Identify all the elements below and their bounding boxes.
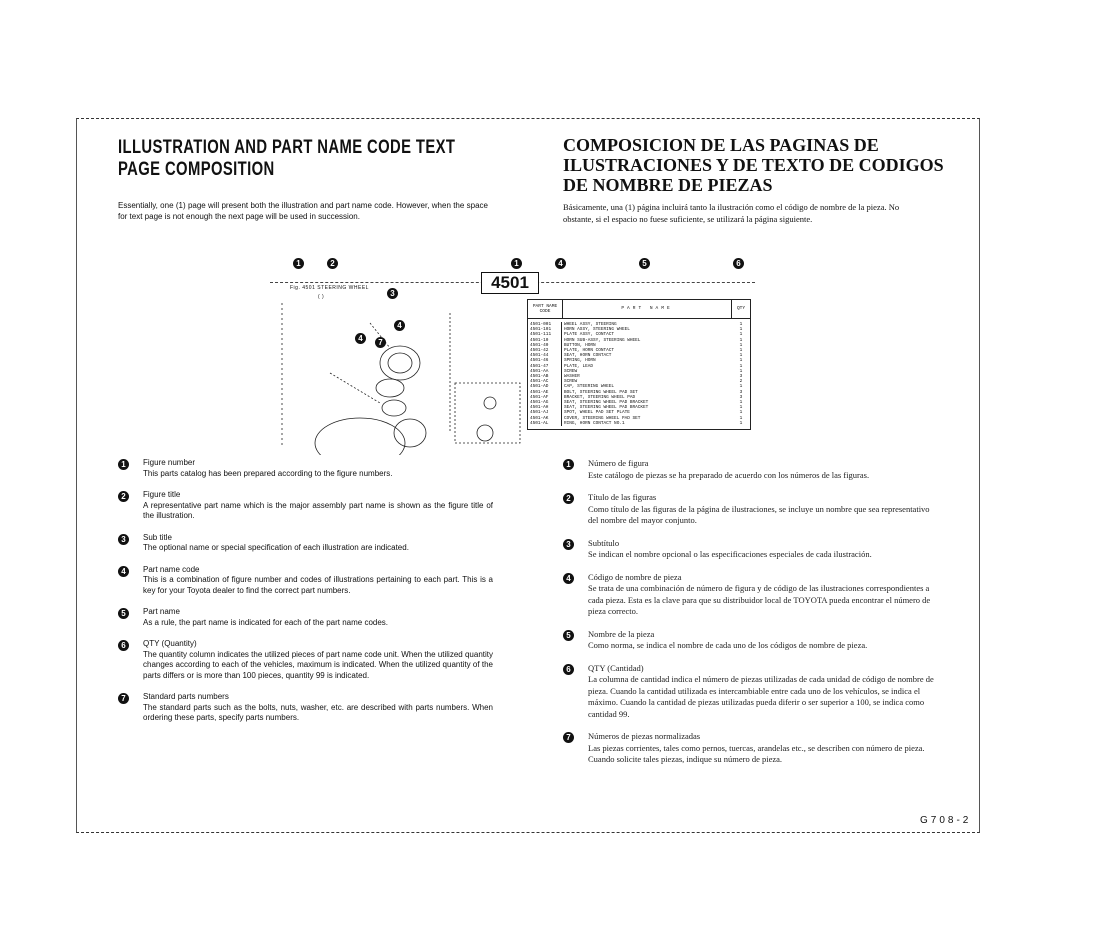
- part-code: 4501-10: [528, 338, 562, 343]
- part-name: PLATE ASSY, CONTACT: [564, 332, 615, 338]
- part-qty: 1: [739, 420, 743, 426]
- part-name: SCREW: [564, 368, 578, 374]
- part-name: SPOT, WHEEL PAD SET PLATE: [564, 410, 630, 416]
- part-code: 4501-AE: [528, 390, 562, 395]
- legend-body: Se trata de una combinación de número de figura y de código de las ilustraciones correspondientes a cada pieza. Esta es la clave para que su distribuidor local de TOYOTA pueda encontrar el número de pieza correcto.: [588, 583, 931, 616]
- part-name: SEAT, HORN CONTACT: [564, 353, 612, 359]
- part-qty: 1: [739, 410, 743, 416]
- part-name: SEAT, STEERING WHEEL PAD BRACKET: [564, 400, 649, 406]
- number-marker-icon: 4: [118, 566, 129, 577]
- legend-body: The quantity column indicates the utilized pieces of part name code unit. When the utilized quantity changes according to each of the vehicles, maximum is indicated. When the utilized quantity of the parts differs or is more than 100 pieces, quantity 99 is indicated.: [143, 649, 493, 680]
- parts-table: [527, 299, 751, 430]
- callout-4-icon: 4: [555, 258, 566, 269]
- header-part-name: PART NAME: [621, 306, 673, 312]
- part-qty: 1: [739, 363, 743, 369]
- legend-item: [563, 458, 938, 481]
- legend-body: This parts catalog has been prepared according to the figure numbers.: [143, 468, 393, 478]
- legend-item: [118, 692, 493, 724]
- part-code: 4501-40: [528, 343, 562, 348]
- legend-heading: Números de piezas normalizadas: [588, 731, 701, 741]
- callout-6-icon: 6: [733, 258, 744, 269]
- part-code: 4501-AL: [528, 421, 562, 426]
- part-code: 4501-44: [528, 353, 562, 358]
- page-number: G708-2: [920, 815, 972, 826]
- part-code: 4501-AF: [528, 395, 562, 400]
- legend-body: Este catálogo de piezas se ha preparado de acuerdo con los números de las figuras.: [588, 469, 870, 480]
- part-qty: 1: [739, 353, 743, 359]
- part-name: SEAT, STEERING WHEEL PAD BRACKET: [564, 405, 649, 411]
- part-code: 4501-AD: [528, 384, 562, 389]
- part-code: 4501-111: [528, 332, 562, 337]
- figure-title-sample: Fig. 4501 STEERING WHEEL: [290, 285, 369, 291]
- part-qty: 1: [739, 332, 743, 338]
- legend-heading: Código de nombre de pieza: [588, 571, 682, 582]
- legend-item: [563, 731, 938, 766]
- part-qty: 3: [739, 389, 743, 395]
- part-code: 4501-AK: [528, 416, 562, 421]
- legend-heading: Part name: [143, 607, 180, 616]
- legend-item: [563, 538, 938, 561]
- part-qty: 3: [739, 394, 743, 400]
- part-name: CAP, STEERING WHEEL: [564, 384, 615, 390]
- part-code: 4501-42: [528, 348, 562, 353]
- part-qty: 1: [739, 368, 743, 374]
- legend-heading: Figure title: [143, 490, 181, 499]
- legend-heading: QTY (Cantidad): [588, 662, 644, 673]
- number-marker-icon: 5: [563, 630, 574, 641]
- callout-4-icon: 4: [355, 333, 366, 344]
- number-marker-icon: 5: [118, 608, 129, 619]
- part-qty: 3: [739, 374, 743, 380]
- legend-item: [563, 572, 938, 618]
- part-name: BOLT, STEERING WHEEL PAD SET: [564, 389, 638, 395]
- part-qty: 1: [739, 337, 743, 343]
- header-part-name-code: PART NAME CODE: [528, 300, 563, 318]
- number-marker-icon: 2: [118, 491, 129, 502]
- part-code: 4501-AJ: [528, 410, 562, 415]
- number-marker-icon: 4: [563, 573, 574, 584]
- part-name: PLATE, HORN CONTACT: [564, 348, 615, 354]
- part-name: PLATE, LEAD: [564, 363, 593, 369]
- parts-table-header: [528, 300, 750, 319]
- callout-7-icon: 7: [375, 337, 386, 348]
- part-name: WHEEL ASSY, STEERING: [564, 322, 617, 327]
- part-qty: 1: [739, 322, 743, 327]
- legend-item: [118, 607, 493, 628]
- english-intro: Essentially, one (1) page will present both the illustration and part name code. However, when the space for text page is not enough the next page will be used in succession.: [118, 201, 488, 221]
- number-marker-icon: 6: [118, 640, 129, 651]
- legend-item: [563, 629, 938, 652]
- number-marker-icon: 2: [563, 493, 574, 504]
- callout-5-icon: 5: [639, 258, 650, 269]
- legend-body: A representative part name which is the major assembly part name is shown as the figure title of the illustration.: [143, 500, 493, 520]
- english-title: ILLUSTRATION AND PART NAME CODE TEXT PAGE COMPOSITION: [118, 137, 456, 180]
- english-legend: [118, 458, 493, 735]
- part-qty: 1: [739, 342, 743, 348]
- number-marker-icon: 3: [118, 534, 129, 545]
- legend-body: As a rule, the part name is indicated for each of the part name codes.: [143, 617, 389, 627]
- part-code: 4501-47: [528, 364, 562, 369]
- spanish-title: COMPOSICION DE LAS PAGINAS DE ILUSTRACIONES Y DE TEXTO DE CODIGOS DE NOMBRE DE PIEZAS: [563, 135, 944, 195]
- subtitle-brackets: ( ): [318, 294, 325, 300]
- spanish-legend: [563, 458, 938, 777]
- legend-item: [563, 663, 938, 721]
- part-name: BUTTON, HORN: [564, 342, 596, 348]
- part-qty: 1: [739, 384, 743, 390]
- number-marker-icon: 7: [563, 732, 574, 743]
- callout-4-icon: 4: [394, 320, 405, 331]
- part-name: WASHER: [564, 374, 580, 380]
- callout-2-icon: 2: [327, 258, 338, 269]
- legend-item: [118, 490, 493, 522]
- part-code: 4501-AH: [528, 405, 562, 410]
- legend-body: The optional name or special specification of each illustration are indicated.: [143, 543, 409, 552]
- part-code: 4501-AC: [528, 379, 562, 384]
- legend-heading: Sub title: [143, 532, 172, 542]
- part-name: SPRING, HORN: [564, 358, 596, 364]
- legend-item: [118, 565, 493, 597]
- part-qty: 1: [739, 327, 743, 333]
- number-marker-icon: 3: [563, 539, 574, 550]
- legend-body: Como título de las figuras de la página de ilustraciones, se incluye un nombre que sea representativo del nombre del mayor conjunto.: [588, 503, 930, 525]
- legend-heading: Standard parts numbers: [143, 692, 229, 701]
- number-marker-icon: 1: [563, 459, 574, 470]
- legend-body: Se indican el nombre opcional o las especificaciones especiales de cada ilustración.: [588, 549, 872, 559]
- number-marker-icon: 1: [118, 459, 129, 470]
- part-name: SCREW: [564, 379, 578, 385]
- part-qty: 1: [739, 415, 743, 421]
- legend-heading: Part name code: [143, 564, 200, 574]
- number-marker-icon: 6: [563, 664, 574, 675]
- legend-item: [118, 639, 493, 681]
- part-name: HORN ASSY, STEERING WHEEL: [564, 327, 630, 333]
- header-qty: QTY: [731, 300, 750, 318]
- part-name: COVER, STEERING WHEEL PAD SET: [564, 415, 641, 421]
- part-qty: 1: [739, 405, 743, 411]
- part-code: 4501-AG: [528, 400, 562, 405]
- legend-heading: QTY (Quantity): [143, 639, 197, 648]
- legend-item: [118, 458, 493, 479]
- legend-body: Como norma, se indica el nombre de cada uno de los códigos de nombre de pieza.: [588, 640, 868, 650]
- legend-body: Las piezas corrientes, tales como pernos, tuercas, arandelas etc., se describen con número de pieza. Cuando solicite tales piezas, indique su número de pieza.: [588, 742, 925, 764]
- figure-number-box: 4501: [481, 272, 539, 294]
- part-qty: 1: [739, 400, 743, 406]
- callout-3-icon: 3: [387, 288, 398, 299]
- part-code: 4501-AB: [528, 374, 562, 379]
- part-qty: 1: [739, 348, 743, 354]
- part-code: 4501-101: [528, 327, 562, 332]
- part-code: 4501-AA: [528, 369, 562, 374]
- legend-heading: Figure number: [143, 458, 196, 467]
- number-marker-icon: 7: [118, 693, 129, 704]
- legend-heading: Subtítulo: [588, 537, 620, 548]
- part-code: 4501-46: [528, 358, 562, 363]
- part-qty: 2: [739, 379, 743, 385]
- part-qty: 1: [739, 358, 743, 364]
- legend-body: This is a combination of figure number and codes of illustrations pertaining to each part. This is a key for your Toyota dealer to find the correct part numbers.: [143, 575, 493, 595]
- legend-body: The standard parts such as the bolts, nuts, washer, etc. are described with parts numbers. When ordering these parts, specify parts numbers.: [143, 702, 493, 722]
- legend-heading: Nombre de la pieza: [588, 628, 655, 639]
- part-name: BRACKET, STEERING WHEEL PAD: [564, 394, 636, 400]
- callout-1-icon: 1: [511, 258, 522, 269]
- table-row: [528, 421, 750, 426]
- part-name: HORN SUB-ASSY, STEERING WHEEL: [564, 337, 641, 343]
- legend-item: [563, 492, 938, 527]
- legend-heading: Número de figura: [588, 458, 649, 468]
- spanish-intro: Básicamente, una (1) página incluirá tanto la ilustración como el código de nombre de la pieza. No obstante, si el espacio no fuese suficiente, se utilizará la página siguiente.: [563, 202, 900, 224]
- part-name: RING, HORN CONTACT NO.1: [564, 420, 625, 426]
- callout-1-icon: 1: [293, 258, 304, 269]
- part-code: 4501-001: [528, 322, 562, 327]
- legend-body: La columna de cantidad indica el número de piezas utilizadas de cada unidad de código de nombre de pieza. Cuando la cantidad utilizada es intercambiable entre cada uno de los vehículos, se indica el máximo. Cuando la cantidad de piezas utilizadas pueda diferir o ser superior a 100, se indica como cantidad 99.: [588, 674, 934, 719]
- legend-heading: Título de las figuras: [588, 492, 657, 502]
- legend-item: [118, 533, 493, 554]
